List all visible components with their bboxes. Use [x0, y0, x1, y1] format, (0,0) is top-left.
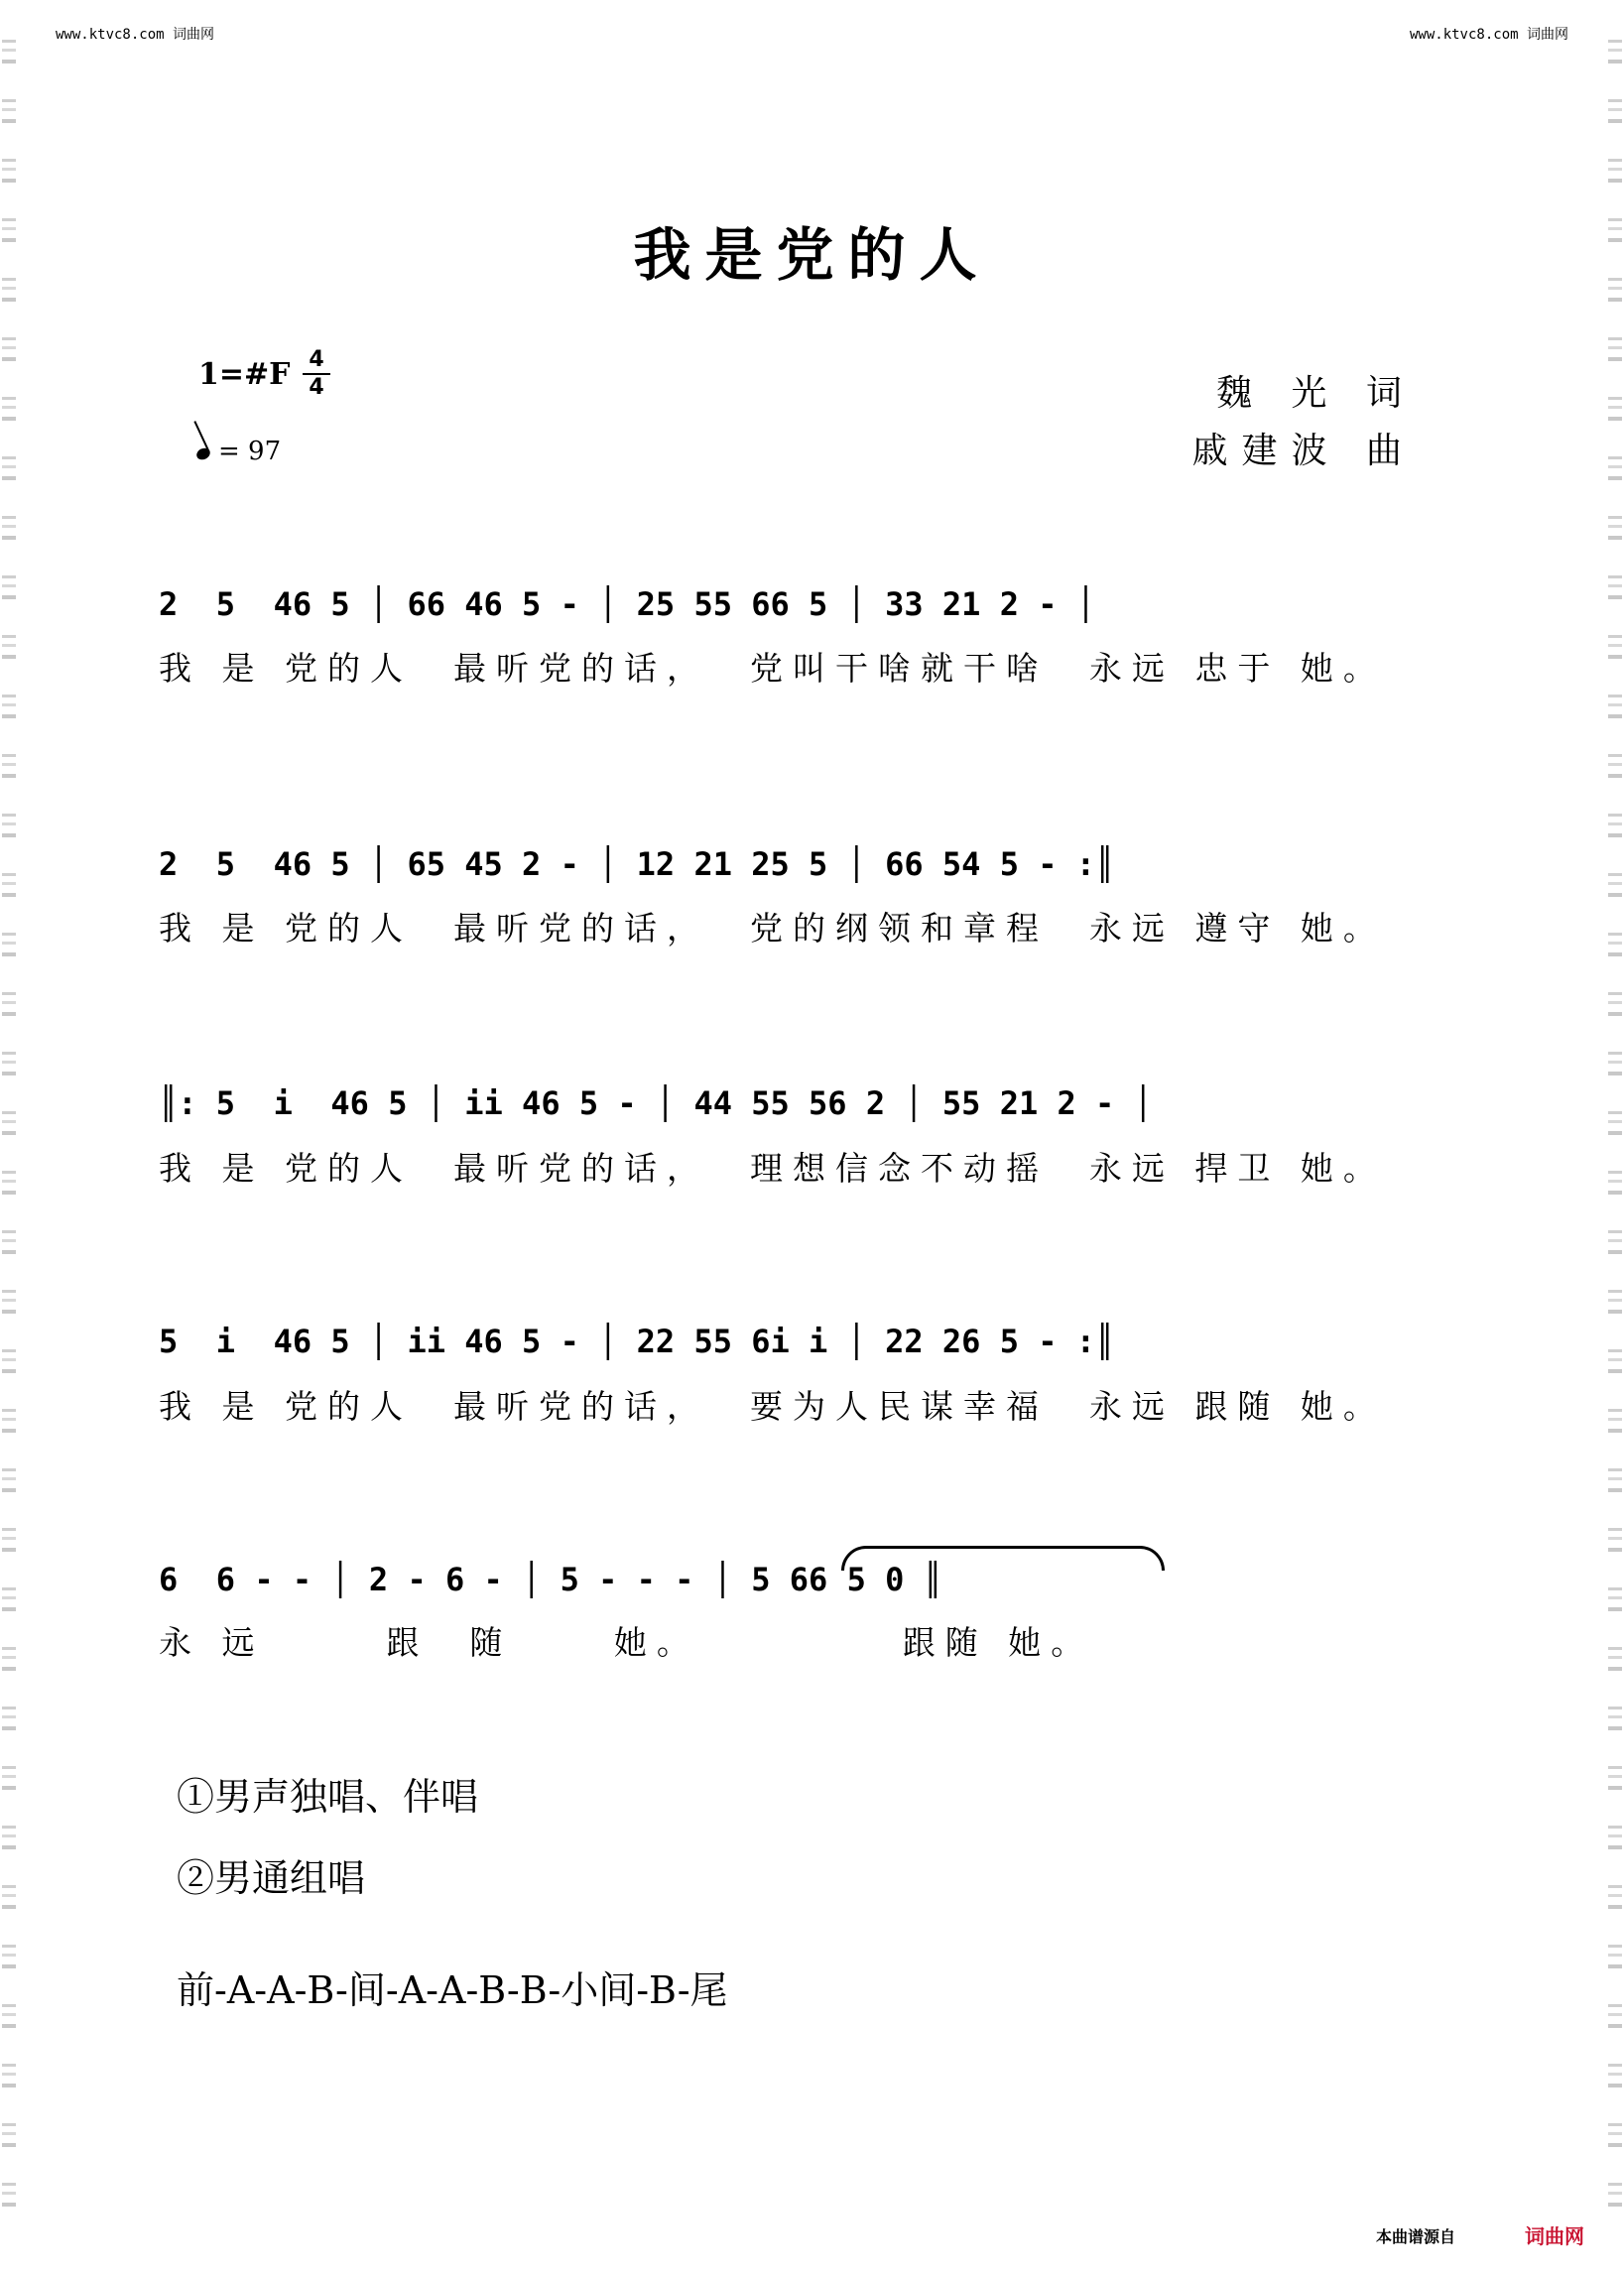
- system-4-notes: 5 i 46 5 │ ii 46 5 - │ 22 55 6i i │ 22 26 5 - :║: [159, 1323, 1115, 1360]
- header-right: www.ktvc8.com 词曲网: [1409, 27, 1568, 43]
- footer-source-text: 本曲谱源自: [1375, 2227, 1455, 2246]
- quarter-note-icon: [194, 446, 211, 462]
- time-signature-bottom: 4: [303, 373, 330, 401]
- system-5-notes: 6 6 - - │ 2 - 6 - │ 5 - - - │ 5 66 5 0 ║: [159, 1561, 942, 1598]
- time-signature: [303, 347, 330, 401]
- footer-logo[interactable]: 词曲网: [1525, 2224, 1584, 2248]
- system-3-notes: ║: 5 i 46 5 │ ii 46 5 - │ 44 55 56 2 │ 55 21 2 - │: [159, 1084, 1153, 1122]
- system-3-lyrics: 我 是 党的人 最听党的话， 理想信念不动摇 永远 捍卫 她。: [159, 1149, 1386, 1188]
- song-structure: 前-A-A-B-间-A-A-B-B-小间-B-尾: [177, 1968, 728, 2012]
- right-watermark-strip: [1608, 40, 1622, 2232]
- tempo-marking: [196, 437, 281, 466]
- lyricist-credit: 魏 光 词: [1216, 373, 1416, 414]
- tempo-value: = 97: [218, 437, 282, 466]
- system-4-lyrics: 我 是 党的人 最听党的话， 要为人民谋幸福 永远 跟随 她。: [159, 1387, 1386, 1426]
- song-title: 我是党的人: [633, 221, 991, 289]
- time-signature-top: 4: [309, 347, 324, 372]
- key-signature: 1=#F: [198, 357, 291, 392]
- left-watermark-strip: [2, 40, 16, 2232]
- system-2-notes: 2 5 46 5 │ 65 45 2 - │ 12 21 25 5 │ 66 54 5 - :║: [159, 845, 1115, 883]
- system-5-lyrics: 永 远 跟 随 她。 跟随 她。: [159, 1623, 1094, 1662]
- system-1-lyrics: 我 是 党的人 最听党的话， 党叫干啥就干啥 永远 忠于 她。: [159, 649, 1386, 688]
- composer-credit: 戚建波 曲: [1191, 431, 1416, 471]
- performance-note-1: ①男声独唱、伴唱: [177, 1775, 479, 1819]
- header-left: www.ktvc8.com 词曲网: [56, 27, 215, 43]
- performance-note-2: ②男通组唱: [177, 1856, 366, 1900]
- system-1-notes: 2 5 46 5 │ 66 46 5 - │ 25 55 66 5 │ 33 21 2 - │: [159, 585, 1096, 623]
- system-2-lyrics: 我 是 党的人 最听党的话， 党的纲领和章程 永远 遵守 她。: [159, 909, 1386, 948]
